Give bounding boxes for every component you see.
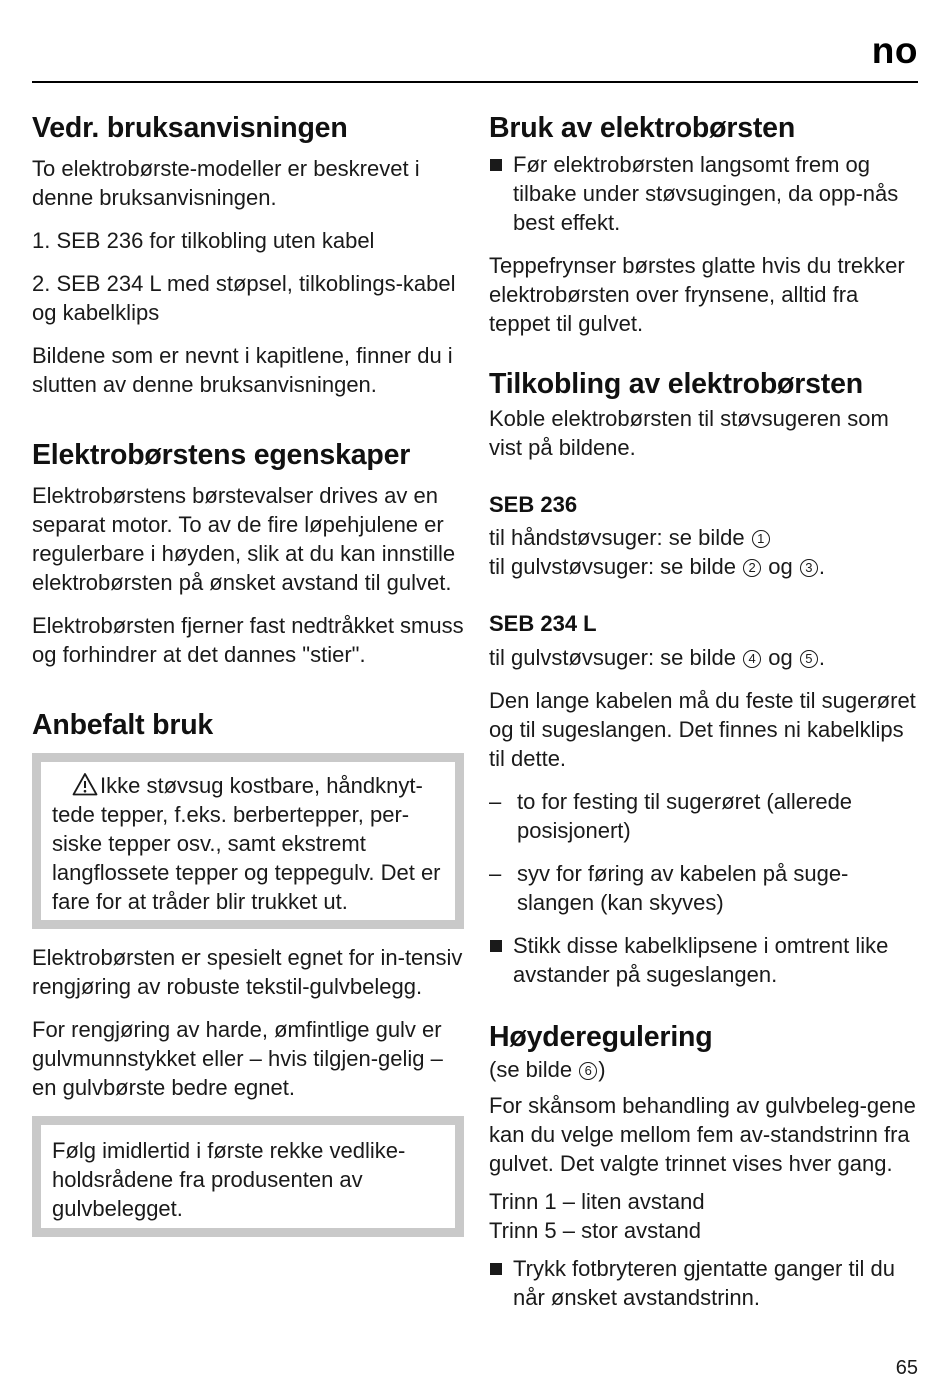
- section-title: Elektrobørstens egenskaper: [32, 439, 411, 471]
- paragraph: For rengjøring av harde, ømfintlige gulv er gulvmunnstykket eller – hvis tilgjen-gelig – en gulvbørste bedre egnet.: [32, 1017, 443, 1100]
- warning-triangle-icon: [72, 772, 98, 796]
- ref-text: og: [768, 554, 793, 579]
- list-item: 1. SEB 236 for tilkobling uten kabel: [32, 228, 375, 253]
- dash-item: – to for festing til sugerøret (allerede posisjonert): [489, 787, 921, 845]
- ref-text: .: [818, 645, 825, 670]
- paragraph: Den lange kabelen må du feste til sugerøret og til sugeslangen. Det finnes ni kabelklips til dette.: [489, 688, 916, 771]
- dash-item: – syv for føring av kabelen på suge-slangen (kan skyves): [489, 859, 921, 917]
- warning-first-line: Ikke støvsug kostbare, håndknyt-: [100, 773, 423, 798]
- bullet-item: Før elektrobørsten langsomt frem og tilbake under støvsugingen, da opp-nås best effekt.: [489, 150, 921, 237]
- left-column: [32, 108, 464, 1237]
- paragraph: For skånsom behandling av gulvbeleg-gene kan du velge mellom fem av-standstrinn fra gulvet. Det valgte trinnet vises hver gang.: [489, 1093, 916, 1176]
- paragraph: Koble elektrobørsten til støvsugeren som vist på bildene.: [489, 406, 889, 460]
- figure-reference-line: [489, 1055, 921, 1084]
- ref-text: og: [768, 645, 793, 670]
- paragraph: Elektrobørsten fjerner fast nedtråkket smuss og forhindrer at det dannes "stier".: [32, 613, 464, 667]
- paragraph: Teppefrynser børstes glatte hvis du trekker elektrobørsten over frynsene, alltid fra teppet til gulvet.: [489, 253, 905, 336]
- subsection-title: SEB 234 L: [489, 611, 597, 636]
- figure-number-badge: 4: [743, 650, 761, 668]
- note-text: Følg imidlertid i første rekke vedlike-holdsrådene fra produsenten av gulvbelegget.: [52, 1138, 406, 1221]
- section-title: Anbefalt bruk: [32, 709, 214, 741]
- note-box: [32, 1116, 464, 1237]
- figure-number-badge: 5: [800, 650, 818, 668]
- section-title: Tilkobling av elektrobørsten: [489, 368, 863, 400]
- list-item: 2. SEB 234 L med støpsel, tilkoblings-kabel og kabelklips: [32, 271, 456, 325]
- subsection-title: SEB 236: [489, 492, 578, 517]
- section-title: Høyderegulering: [489, 1021, 713, 1053]
- ref-text: (se bilde: [489, 1057, 573, 1082]
- bullet-item: Trykk fotbryteren gjentatte ganger til du når ønsket avstandstrinn.: [489, 1254, 921, 1312]
- ref-text: til håndstøvsuger: se bilde: [489, 525, 745, 550]
- ref-text: til gulvstøvsuger: se bilde: [489, 554, 736, 579]
- page-number: 65: [895, 1357, 918, 1379]
- step-line: Trinn 1 – liten avstand: [489, 1189, 705, 1214]
- paragraph: To elektrobørste-modeller er beskrevet i denne bruksanvisningen.: [32, 156, 420, 210]
- ref-text: ): [598, 1057, 606, 1082]
- figure-number-badge: 3: [800, 559, 818, 577]
- ref-text: til gulvstøvsuger: se bilde: [489, 645, 736, 670]
- warning-text: [52, 771, 444, 916]
- figure-number-badge: 6: [579, 1062, 597, 1080]
- section-title: Vedr. bruksanvisningen: [32, 112, 348, 144]
- header-rule: [32, 81, 918, 83]
- ref-text: .: [818, 554, 825, 579]
- bullet-item: Stikk disse kabelklipsene i omtrent like avstander på sugeslangen.: [489, 931, 921, 989]
- warning-box: [32, 753, 464, 929]
- figure-number-badge: 2: [743, 559, 761, 577]
- step-line: Trinn 5 – stor avstand: [489, 1218, 701, 1243]
- section-title: Bruk av elektrobørsten: [489, 112, 796, 144]
- language-code: no: [871, 30, 918, 71]
- paragraph: Elektrobørsten er spesielt egnet for in-tensiv rengjøring av robuste tekstil-gulvbelegg.: [32, 945, 463, 999]
- figure-number-badge: 1: [752, 530, 770, 548]
- right-column: [489, 108, 921, 1312]
- figure-reference-line: [489, 552, 921, 581]
- figure-reference-line: [489, 643, 921, 672]
- warning-rest: tede tepper, f.eks. berbertepper, per-siske tepper osv., samt ekstremt langflossete tepper og teppegulv. Det er fare for at tråder blir trukket ut.: [52, 802, 441, 914]
- paragraph: Elektrobørstens børstevalser drives av en separat motor. To av de fire løpehjulene er regulerbare i høyden, slik at du kan innstille elektrobørsten på ønsket avstand til gulvet.: [32, 483, 456, 595]
- paragraph: Bildene som er nevnt i kapitlene, finner du i slutten av denne bruksanvisningen.: [32, 343, 453, 397]
- figure-reference-line: [489, 523, 921, 552]
